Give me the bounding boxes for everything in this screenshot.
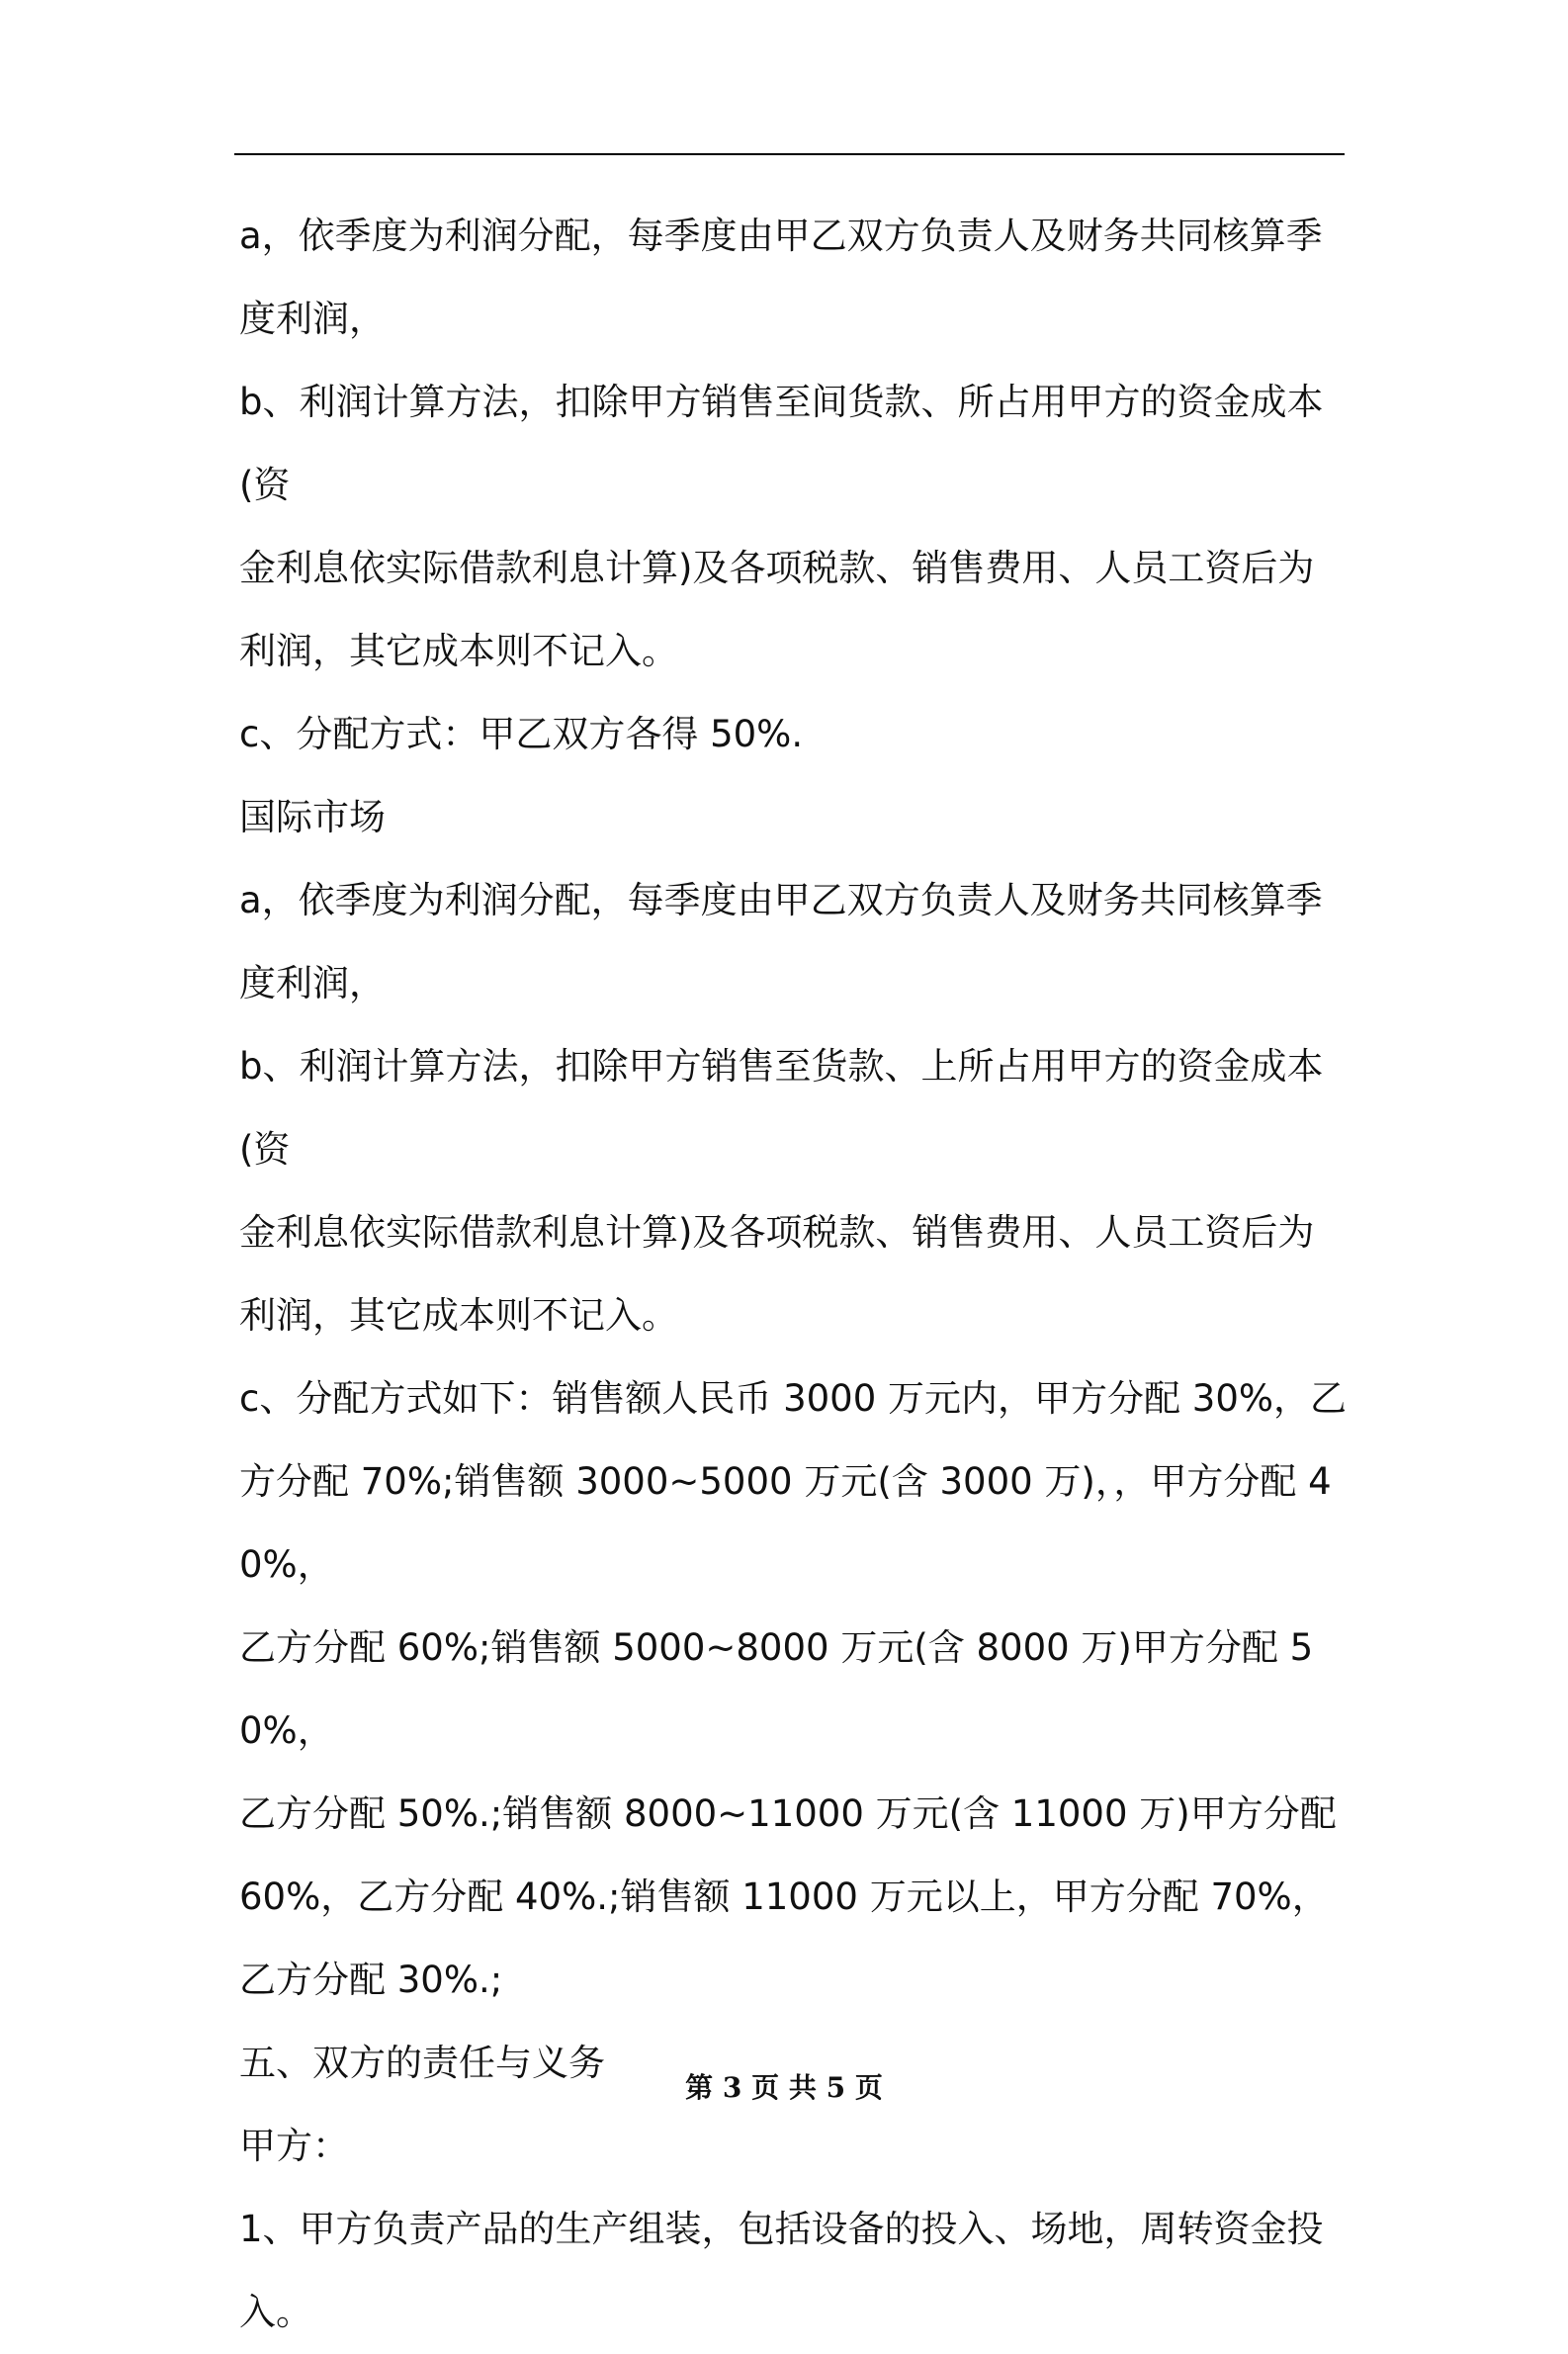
- section-heading-responsibilities: 五、双方的责任与义务: [239, 2042, 605, 2084]
- text-line-1: a，依季度为利润分配，每季度由甲乙双方负责人及财务共同核算季: [239, 215, 1323, 257]
- text-line-2: 度利润，: [239, 298, 386, 340]
- text-line-16: 乙方分配 50%.;销售额 8000~11000 万元(含 11000 万)甲方分配: [239, 1792, 1337, 1835]
- text-line-21: 1、甲方负责产品的生产组装，包括设备的投入、场地，周转资金投: [239, 2208, 1324, 2250]
- header-rule: [234, 153, 1345, 155]
- text-line-4: 金利息依实际借款利息计算)及各项税款、销售费用、人员工资后为: [239, 547, 1315, 589]
- text-line-17: 60%，乙方分配 40%.;销售额 11000 万元以上，甲方分配 70%，: [239, 1875, 1329, 1918]
- page-number-footer: 第 3 页 共 5 页: [685, 2071, 883, 2104]
- section-heading-international-market: 国际市场: [239, 796, 386, 838]
- text-line-9: 度利润，: [239, 962, 386, 1004]
- text-line-22: 入。: [239, 2291, 312, 2333]
- text-line-18: 乙方分配 30%.;: [239, 1959, 503, 2001]
- text-line-11: 金利息依实际借款利息计算)及各项税款、销售费用、人员工资后为: [239, 1211, 1315, 1254]
- text-line-8: a，依季度为利润分配，每季度由甲乙双方负责人及财务共同核算季: [239, 879, 1323, 921]
- text-line-3: b、利润计算方法，扣除甲方销售至间货款、所占用甲方的资金成本(资: [239, 381, 1324, 506]
- text-line-6: c、分配方式：甲乙双方各得 50%.: [239, 713, 804, 755]
- text-line-14: 方分配 70%;销售额 3000~5000 万元(含 3000 万)，，甲方分配 40%，: [239, 1460, 1332, 1586]
- text-line-12: 利润，其它成本则不记入。: [239, 1294, 678, 1337]
- text-line-13: c、分配方式如下：销售额人民币 3000 万元内，甲方分配 30%，乙: [239, 1377, 1348, 1420]
- text-line-15: 乙方分配 60%;销售额 5000~8000 万元(含 8000 万)甲方分配 50%，: [239, 1626, 1314, 1752]
- document-body: [239, 195, 1351, 2354]
- text-line-10: b、利润计算方法，扣除甲方销售至货款、上所占用甲方的资金成本(资: [239, 1045, 1324, 1171]
- party-a-heading: 甲方：: [239, 2125, 349, 2167]
- text-line-5: 利润，其它成本则不记入。: [239, 630, 678, 672]
